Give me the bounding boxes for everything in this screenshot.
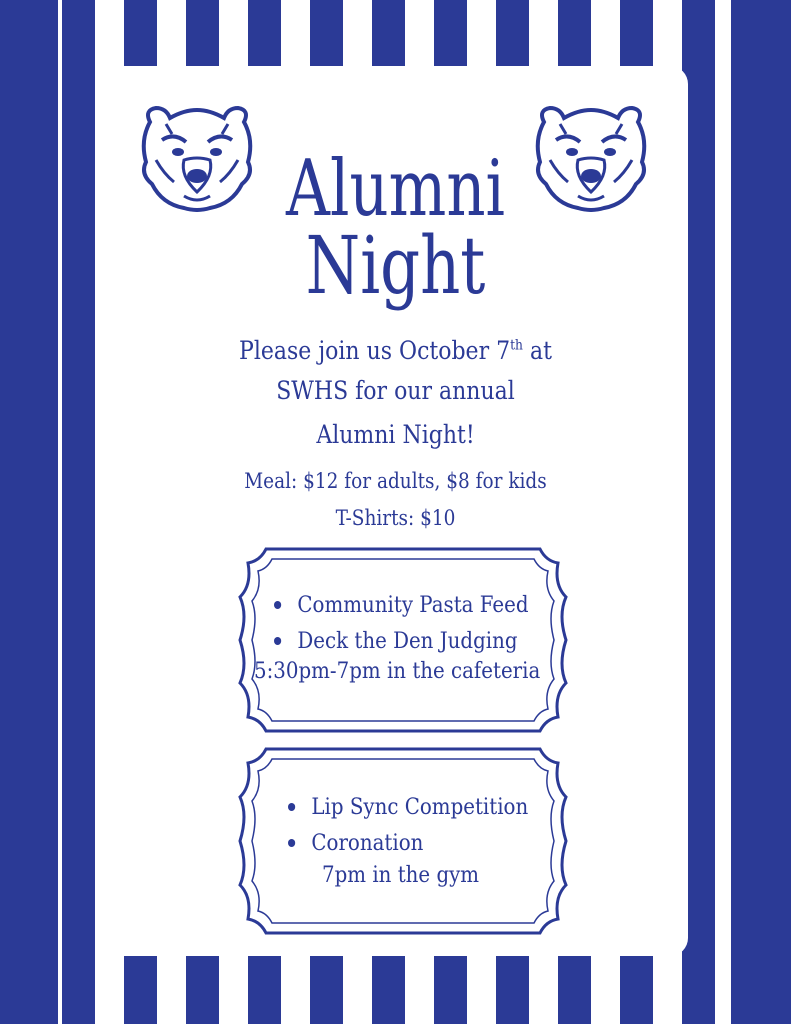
intro-line-1-end: at [522,336,552,365]
event-box-gym [236,745,570,937]
event-box-cafeteria [236,545,570,735]
bullet-icon [288,839,295,847]
list-item [274,587,529,623]
list-item [288,789,528,825]
title-line-1: Alumni [286,144,505,234]
bullet-icon [274,601,281,609]
list-item-label: Lip Sync Competition [311,794,529,820]
event-list-2 [288,789,528,861]
event-time-place-1: 5:30pm-7pm in the cafeteria [254,659,541,684]
event-list-1 [274,587,529,659]
list-item-label: Community Pasta Feed [297,592,529,618]
list-item-label: Deck the Den Judging [297,628,518,654]
meal-price: Meal: $12 for adults, $8 for kids [244,469,547,493]
bullet-icon [274,637,281,645]
event-time-place-2: 7pm in the gym [322,863,480,888]
title-line-2: Night [305,219,486,312]
list-item-label: Coronation [311,830,424,856]
list-item [274,623,529,659]
intro-date-suffix: th [510,337,523,354]
tshirt-price: T-Shirts: $10 [335,506,456,530]
intro-line-1 [47,336,743,365]
intro-line-2: SWHS for our annual [276,376,515,405]
list-item [288,825,528,861]
bullet-icon [288,803,295,811]
intro-line-3: Alumni Night! [316,420,475,449]
intro-line-1-main: Please join us October 7 [239,336,511,365]
